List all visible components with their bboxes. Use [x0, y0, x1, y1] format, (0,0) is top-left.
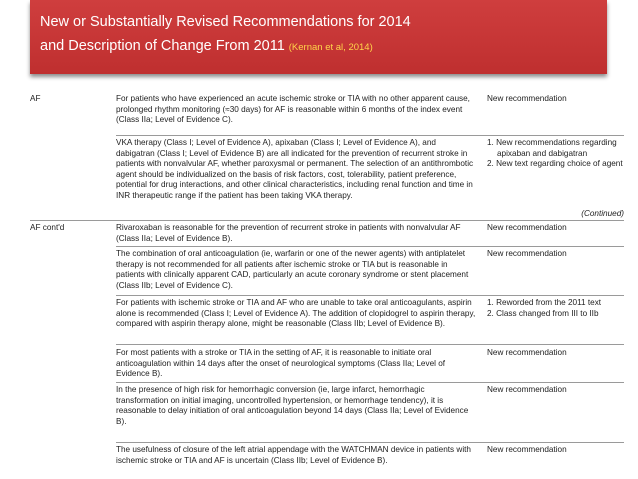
slide-title-line-2 — [40, 38, 373, 54]
change-item: 2. Class changed from III to IIb — [487, 308, 599, 318]
recommendation-cell: The usefulness of closure of the left atrial appendage with the WATCHMAN device in patients with ischemic stroke or TIA and AF is uncertain (Class IIb; Level of Evidence B). — [116, 445, 471, 465]
recommendation-cell: For most patients with a stroke or TIA in the setting of AF, it is reasonable to initiate oral anticoagulation within 14 days after the onset of neurological symptoms (Class IIa; Level of Evidence B). — [116, 348, 446, 379]
citation: (Kernan et al, 2014) — [288, 42, 373, 53]
recommendation-cell: The combination of oral anticoagulation (ie, warfarin or one of the newer agents) with antiplatelet therapy is not recommended for all patients after ischemic stroke or TIA but is reasonable in patients with clinically apparent CAD, particularly an acute coronary syndrome or stent placement (Class IIb; Level of Evidence C). — [116, 249, 469, 290]
change-item: New recommendation — [487, 94, 567, 103]
recommendation-cell: For patients with ischemic stroke or TIA and AF who are unable to take oral anticoagulants, aspirin alone is recommended (Class I; Level of Evidence A). The addition of clopidogrel to aspirin therapy, compared with aspirin therapy alone, might be reasonable (Class IIb; Level of Evidence B). — [116, 298, 476, 329]
change-item: 1. Reworded from the 2011 text — [487, 298, 602, 307]
change-item: New recommendation — [487, 385, 567, 394]
change-item: New recommendation — [487, 223, 567, 232]
row-divider — [116, 344, 624, 345]
title-banner — [30, 0, 607, 74]
row-divider — [116, 135, 624, 136]
change-item: New recommendation — [487, 445, 567, 454]
change-cell — [487, 298, 624, 319]
change-item: New recommendation — [487, 348, 567, 357]
recommendation-cell: In the presence of high risk for hemorrhagic conversion (ie, large infarct, hemorrhagic transformation on initial imaging, uncontrolled hypertension, or hemorrhage tendency), it is reasonable to delay initiation of oral anticoagulation beyond 14 days (Class IIa; Level of Evidence B). — [116, 385, 469, 426]
continued-label: (Continued) — [581, 209, 624, 218]
recommendation-cell: VKA therapy (Class I; Level of Evidence A), apixaban (Class I; Level of Evidence A), and dabigatran (Class I; Level of Evidence B) are all indicated for the prevention of recurrent stroke in patients with nonvalvular AF, whether paroxysmal or permanent. The selection of an antithrombotic agent should be individualized on the basis of risk factors, cost, tolerability, patient preference, potential for drug interactions, and other clinical characteristics, including renal function and time in INR therapeutic range if the patient has been taking VKA therapy. — [116, 138, 474, 200]
row-divider — [116, 442, 624, 443]
slide-title-line-1: New or Substantially Revised Recommendations for 2014 — [40, 14, 411, 30]
change-item: 1. New recommendations regarding apixaban and dabigatran — [487, 138, 617, 158]
section-divider — [30, 220, 624, 221]
row-divider — [116, 295, 624, 296]
condition-cell: AF — [30, 94, 41, 103]
row-divider — [116, 382, 624, 383]
row-divider — [116, 246, 624, 247]
slide-title-line-2-text: and Description of Change From 2011 — [40, 38, 285, 54]
change-cell — [487, 94, 624, 105]
recommendation-cell: Rivaroxaban is reasonable for the prevention of recurrent stroke in patients with nonvalvular AF (Class IIa; Level of Evidence B). — [116, 223, 461, 243]
change-cell — [487, 385, 624, 396]
change-cell — [487, 223, 624, 234]
change-item: 2. New text regarding choice of agent — [487, 159, 623, 169]
condition-cell: AF cont'd — [30, 223, 65, 232]
change-cell — [487, 348, 624, 359]
recommendation-cell: For patients who have experienced an acute ischemic stroke or TIA with no other apparent cause, prolonged rhythm monitoring (≈30 days) for AF is reasonable within 6 months of the index event (Class IIa; Level of Evidence C). — [116, 94, 470, 125]
change-cell — [487, 138, 624, 170]
change-cell — [487, 249, 624, 260]
change-item: New recommendation — [487, 249, 567, 258]
change-cell — [487, 445, 624, 456]
